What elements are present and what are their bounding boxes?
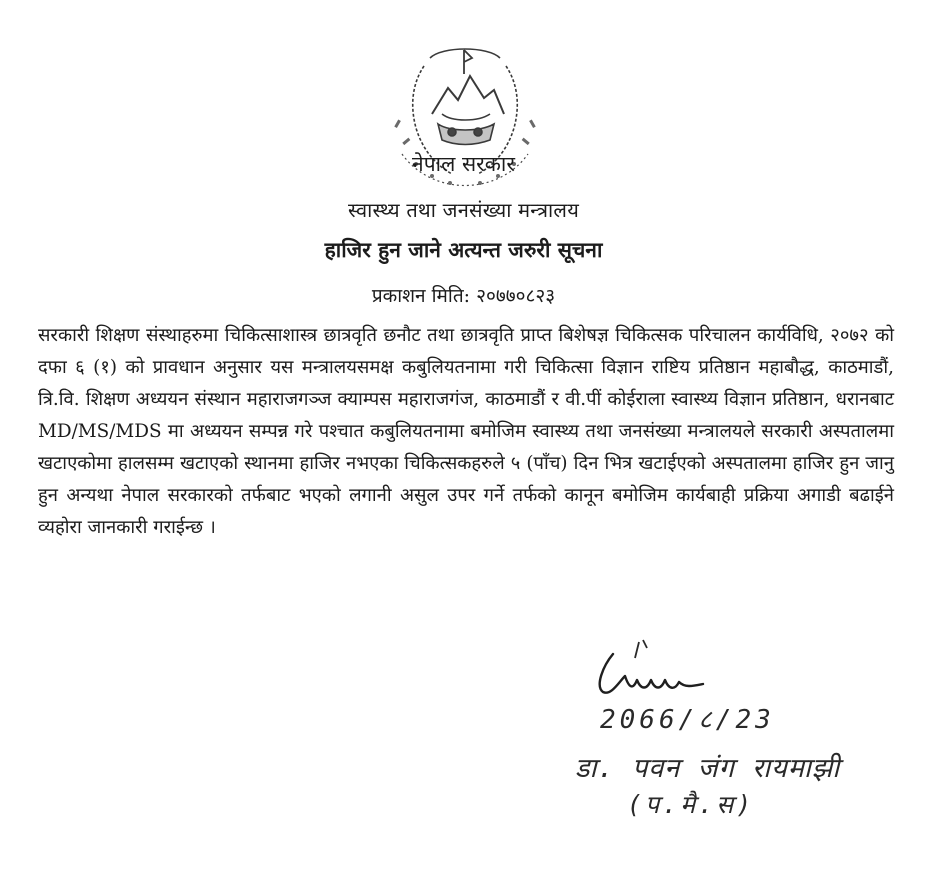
signatory-name: डा. पवन जंग रायमाझी (575, 753, 841, 784)
notice-title: हाजिर हुन जाने अत्यन्त जरुरी सूचना (324, 238, 603, 262)
handwritten-signature (585, 636, 715, 706)
ministry-heading: स्वास्थ्य तथा जनसंख्या मन्त्रालय (348, 198, 579, 222)
nepal-government-emblem (372, 36, 558, 206)
signature-date: 2066/८/23 (600, 705, 775, 735)
signatory-designation: (प.मै.स) (627, 790, 755, 819)
notice-body: सरकारी शिक्षण संस्थाहरुमा चिकित्साशास्त्र छात्रवृति छनौट तथा छात्रवृति प्राप्त बिशेषज्ञ चिकित्सक परिचालन कार्यविधि, २०७२ को दफा ६ (१) को प्रावधान अनुसार यस मन्त्रालयसमक्ष कबुलियतनामा गरी चिकित्सा विज्ञान राष्टिय प्रतिष्ठान महाबौद्ध, काठमाडौं, त्रि.वि. शिक्षण अध्ययन संस्थान महाराजगञ्ज क्याम्पस महाराजगंज, काठमाडौं र वी.पीं कोईराला स्वास्थ्य विज्ञान प्रतिष्ठान, धरानबाट MD/MS/MDS मा अध्ययन सम्पन्न गरे पश्चात कबुलियतनामा बमोजिम स्वास्थ्य तथा जनसंख्या मन्त्रालयले सरकारी अस्पतालमा खटाएकोमा हालसम्म खटाएको स्थानमा हाजिर नभएका चिकित्सकहरुले ५ (पाँच) दिन भित्र खटाईएको अस्पतालमा हाजिर हुन जानु हुन अन्यथा नेपाल सरकारको तर्फबाट भएको लगानी असुल उपर गर्ने तर्फको कानून बमोजिम कार्यबाही प्रक्रिया अगाडी बढाईने व्यहोरा जानकारी गराईन्छ । (38, 325, 894, 538)
publication-date: प्रकाशन मिति: २०७७०८२३ (371, 285, 556, 307)
government-heading: नेपाल सरकार (412, 152, 515, 176)
